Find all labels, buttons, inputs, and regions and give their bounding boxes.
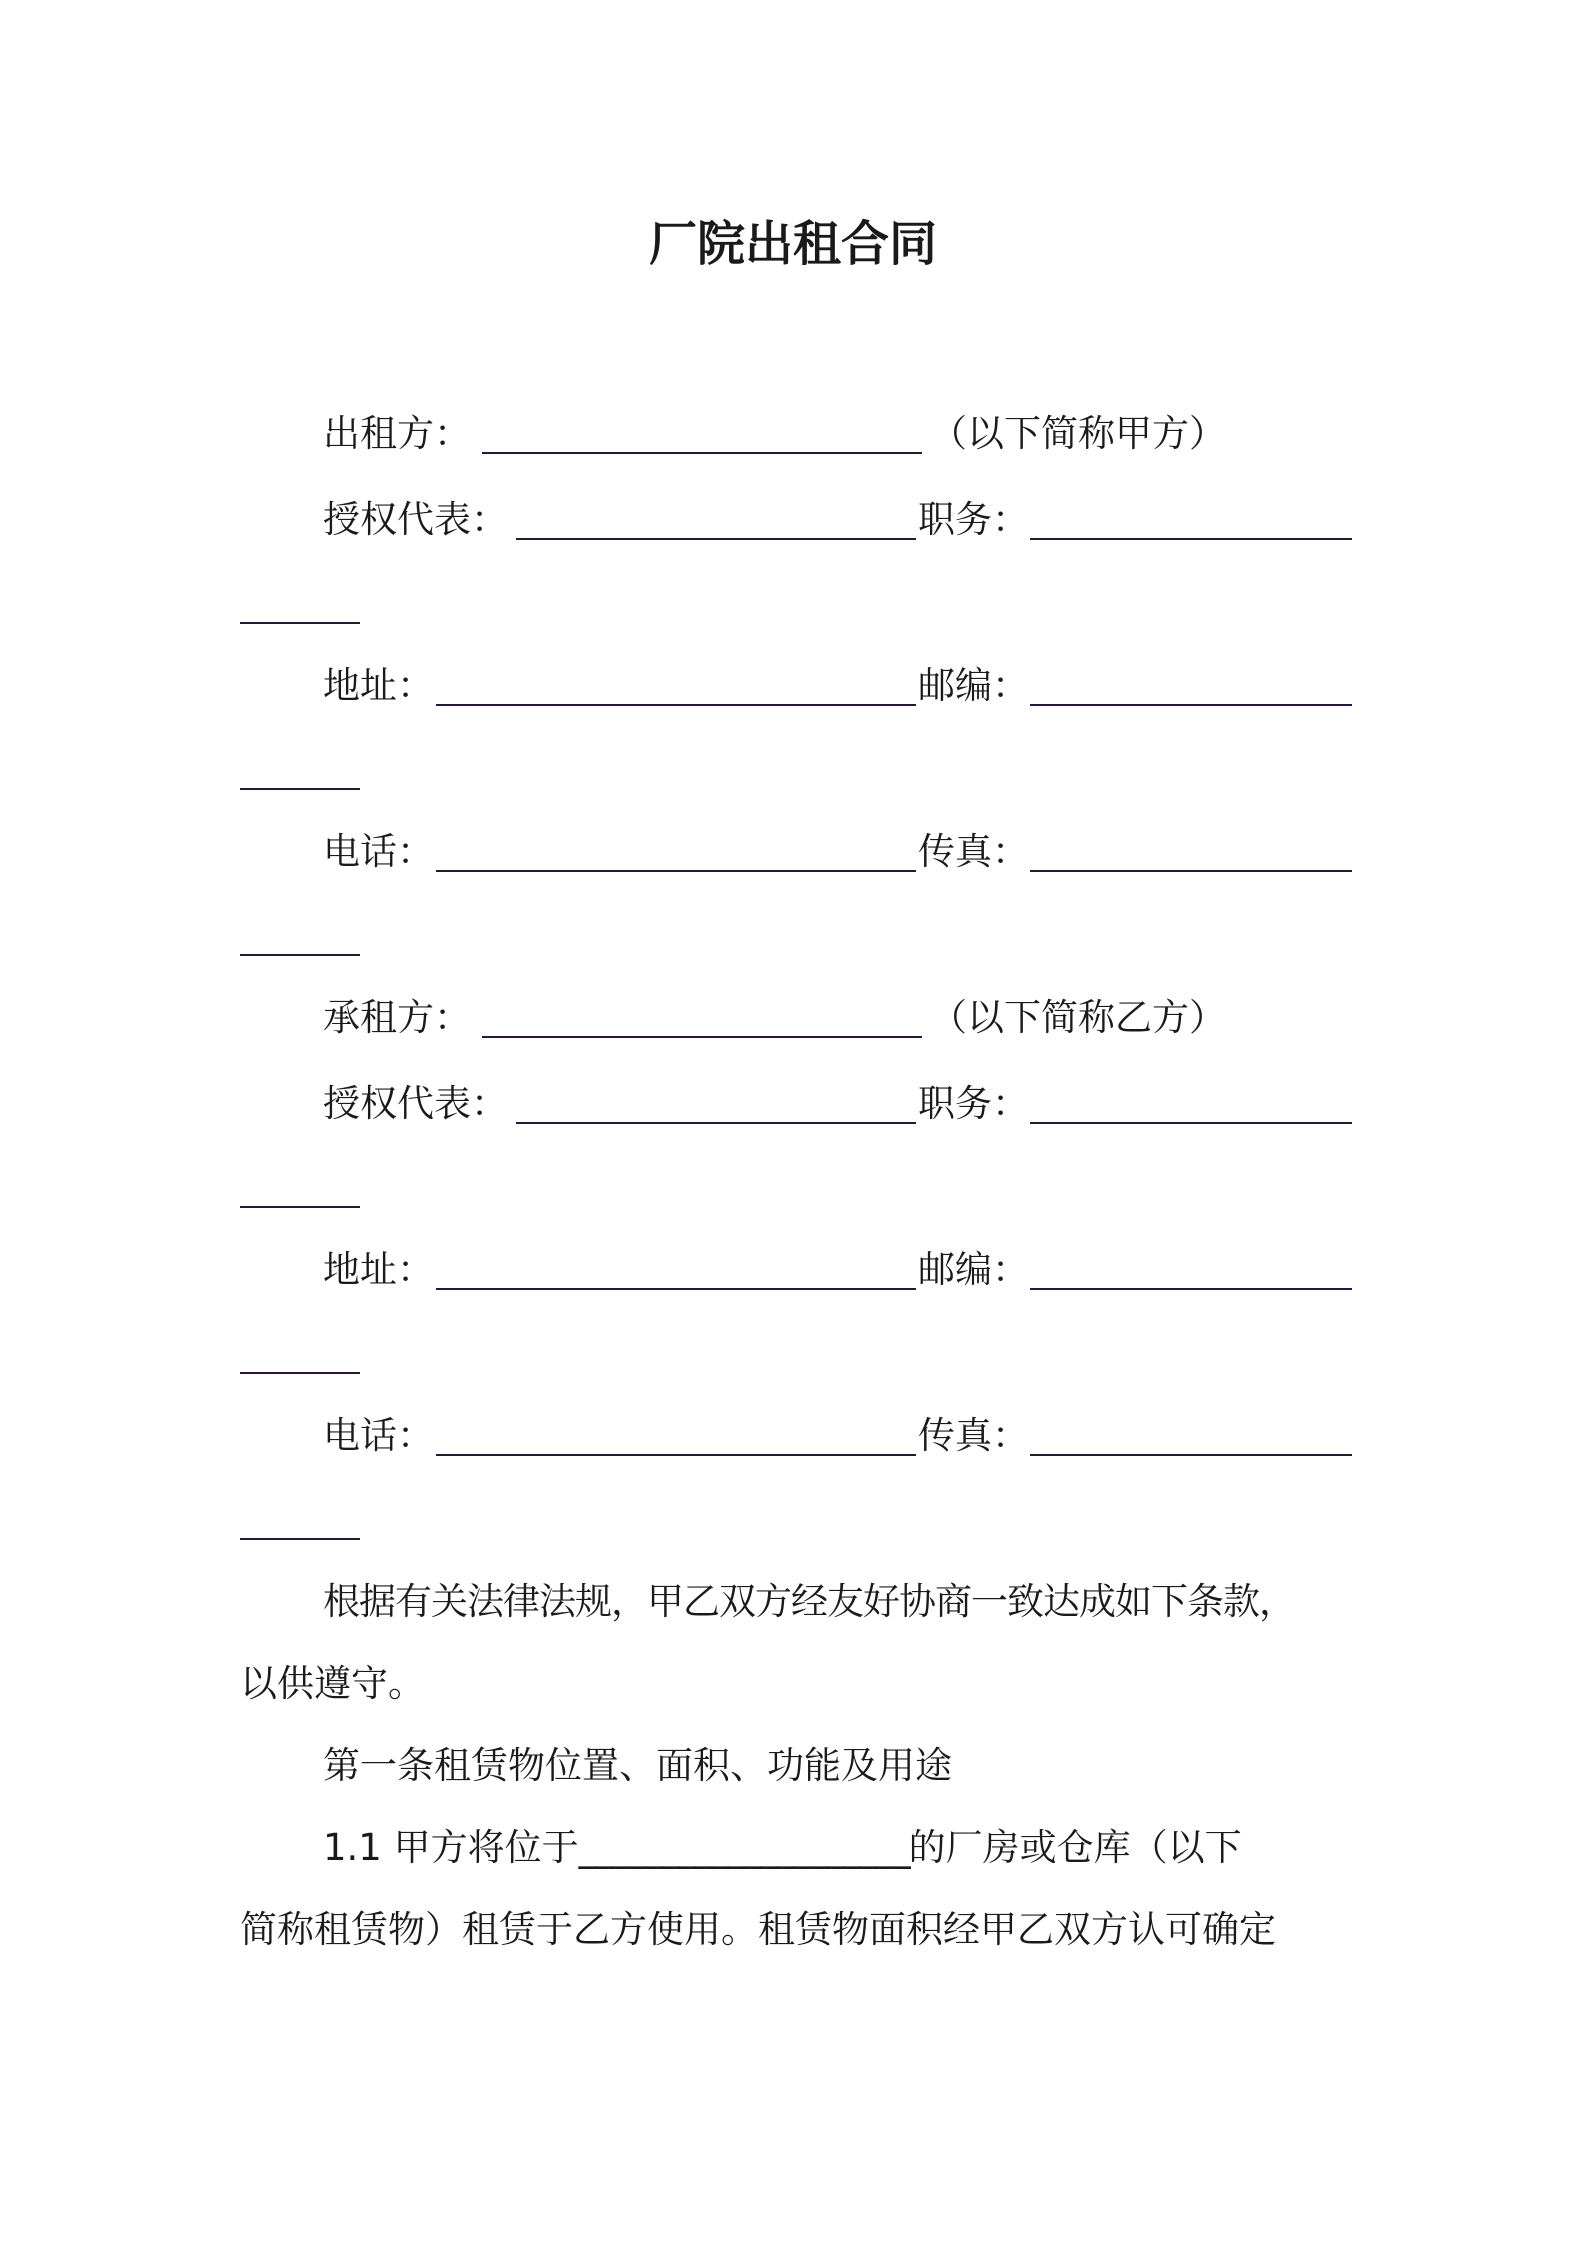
lessee-alias-note: （以下简称乙方） <box>930 996 1226 1039</box>
lessor-alias-note: （以下简称甲方） <box>930 412 1226 455</box>
lessee-fax-field-continued <box>240 1538 360 1540</box>
lessee-label: 承租方： <box>323 996 471 1039</box>
lessor-phone-field[interactable] <box>436 870 916 872</box>
lessee-post-label: 职务： <box>918 1082 1029 1125</box>
lessee-address-field[interactable] <box>436 1288 916 1290</box>
lessee-name-field[interactable] <box>482 1036 922 1038</box>
lessor-fax-field[interactable] <box>1030 870 1352 872</box>
lessee-address-label: 地址： <box>323 1248 434 1291</box>
lessor-rep-label: 授权代表： <box>323 498 508 541</box>
lessee-phone-field[interactable] <box>436 1454 916 1456</box>
lessor-post-field[interactable] <box>1030 538 1352 540</box>
clause-1-1-suffix: 的厂房或仓库（以下 <box>908 1826 1242 1869</box>
document-title: 厂院出租合同 <box>648 216 937 272</box>
lessee-phone-label: 电话： <box>323 1414 434 1457</box>
lessor-name-field[interactable] <box>482 452 922 454</box>
clause-1-1-line-1 <box>323 1822 1242 1874</box>
lessee-zip-label: 邮编： <box>918 1248 1029 1291</box>
clause-1-1-prefix: 1.1 甲方将位于 <box>323 1826 579 1869</box>
lessor-post-field-continued <box>240 622 360 624</box>
lessee-fax-label: 传真： <box>918 1414 1029 1457</box>
lessee-zip-field-continued <box>240 1372 360 1374</box>
lessor-label: 出租方： <box>323 412 471 455</box>
lessee-rep-field[interactable] <box>516 1122 916 1124</box>
clause-1-1-line-2: 简称租赁物）租赁于乙方使用。租赁物面积经甲乙双方认可确定 <box>240 1908 1276 1951</box>
clause-1-1-location-blank[interactable]: ____________________ <box>578 1826 909 1869</box>
lessor-fax-label: 传真： <box>918 830 1029 873</box>
article-1-heading: 第一条租赁物位置、面积、功能及用途 <box>323 1744 952 1787</box>
lessee-rep-label: 授权代表： <box>323 1082 508 1125</box>
lessor-zip-label: 邮编： <box>918 664 1029 707</box>
lessor-phone-label: 电话： <box>323 830 434 873</box>
lessor-rep-field[interactable] <box>516 538 916 540</box>
lessor-address-label: 地址： <box>323 664 434 707</box>
lessor-zip-field[interactable] <box>1030 704 1352 706</box>
lessor-zip-field-continued <box>240 788 360 790</box>
lessee-post-field-continued <box>240 1206 360 1208</box>
lessor-post-label: 职务： <box>918 498 1029 541</box>
lessee-post-field[interactable] <box>1030 1122 1352 1124</box>
lessee-fax-field[interactable] <box>1030 1454 1352 1456</box>
intro-paragraph-line-2: 以供遵守。 <box>240 1662 425 1705</box>
intro-paragraph-line-1: 根据有关法律法规，甲乙双方经友好协商一致达成如下条款， <box>323 1580 1295 1623</box>
lessor-fax-field-continued <box>240 954 360 956</box>
lessor-address-field[interactable] <box>436 704 916 706</box>
lessee-zip-field[interactable] <box>1030 1288 1352 1290</box>
